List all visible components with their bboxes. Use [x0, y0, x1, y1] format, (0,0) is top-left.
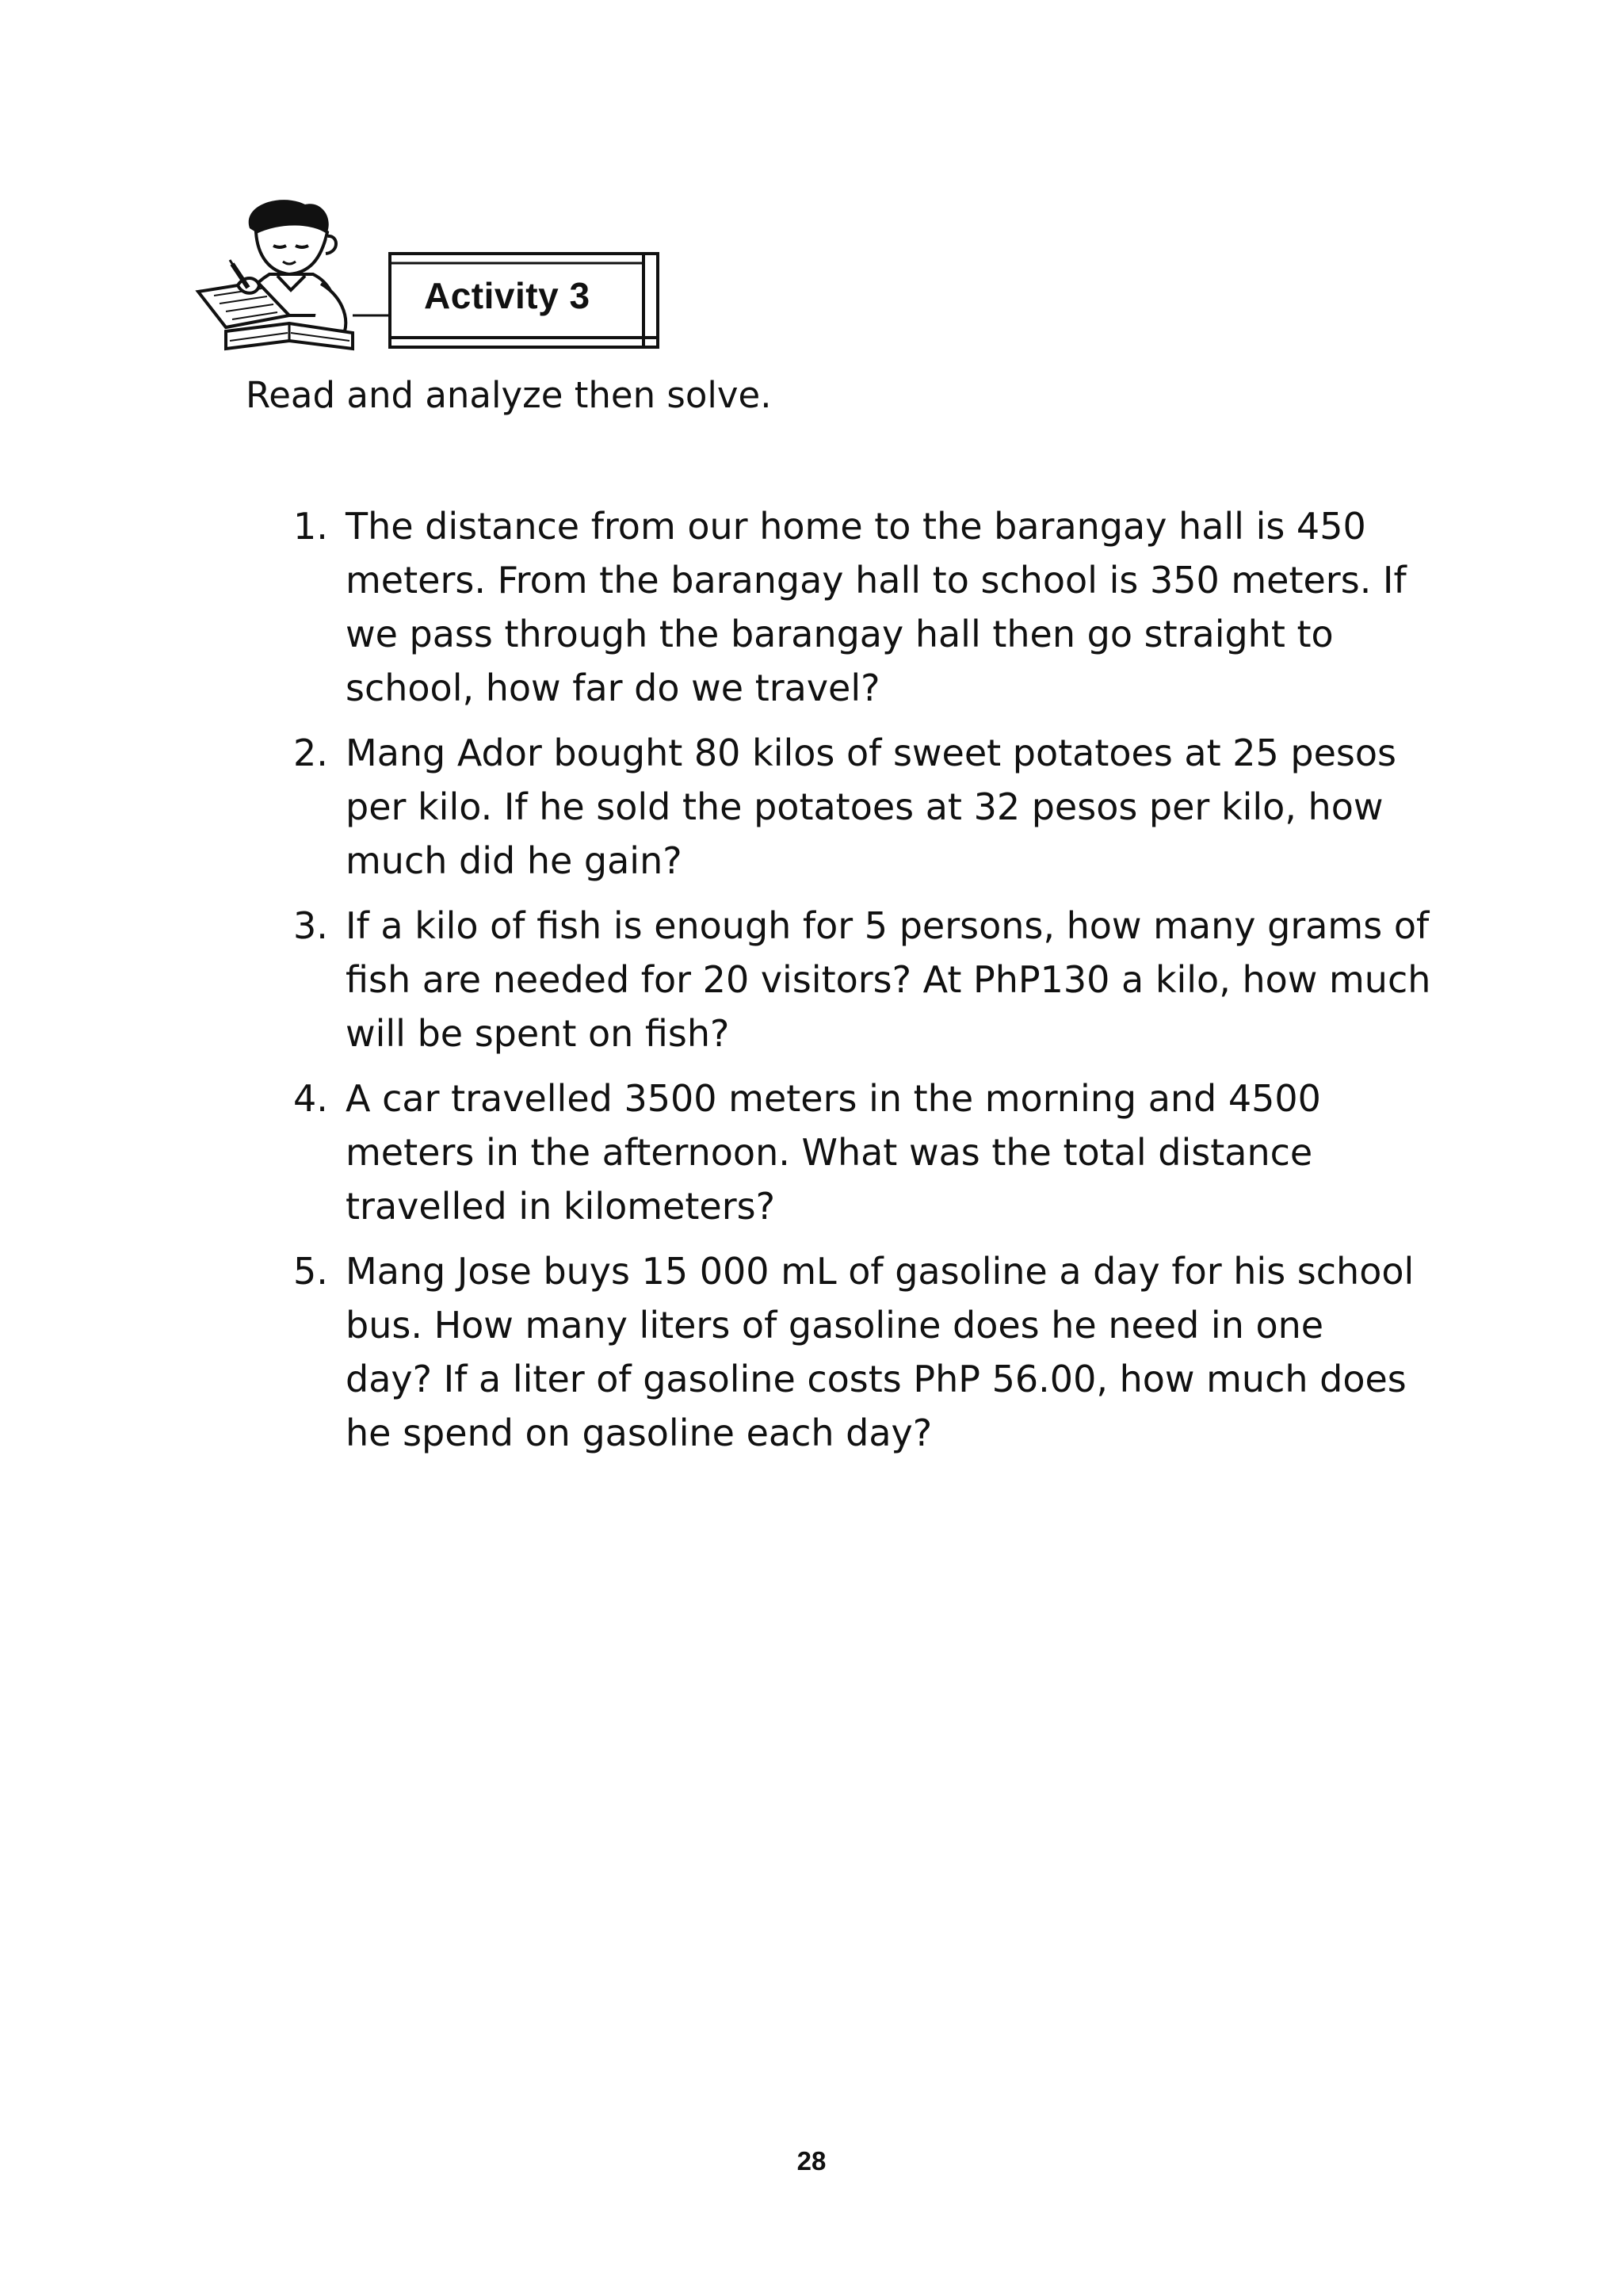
- problem-item-4: [293, 1072, 1434, 1233]
- problem-text-line: A car travelled 3500 meters in the morning and 4500: [346, 1077, 1321, 1120]
- instruction-text: Read and analyze then solve.: [246, 374, 772, 416]
- problem-list: [293, 499, 1434, 1471]
- problem-item-2: [293, 726, 1434, 888]
- problem-text-line: meters. From the barangay hall to school is 350 meters. If: [346, 559, 1407, 602]
- problem-text-line: meters in the afternoon. What was the total distance: [346, 1131, 1313, 1174]
- problem-text-line: will be spent on fish?: [346, 1012, 730, 1055]
- boy-writing-icon: [194, 197, 392, 363]
- problem-item-3: [293, 899, 1434, 1060]
- problem-number: 4.: [293, 1077, 328, 1120]
- activity-title: Activity 3: [424, 275, 590, 316]
- problem-text-line: Mang Ador bought 80 kilos of sweet potatoes at 25 pesos: [346, 732, 1397, 774]
- problem-item-1: [293, 499, 1434, 715]
- problem-number: 3.: [293, 904, 328, 947]
- problem-text-line: travelled in kilometers?: [346, 1185, 775, 1228]
- problem-text-line: per kilo. If he sold the potatoes at 32 pesos per kilo, how: [346, 785, 1384, 828]
- problem-text-line: fish are needed for 20 visitors? At PhP130 a kilo, how much: [346, 958, 1431, 1001]
- activity-title-box: [388, 252, 662, 349]
- page-number: 28: [796, 2146, 827, 2176]
- problem-text-line: bus. How many liters of gasoline does he need in one: [346, 1304, 1324, 1347]
- problem-number: 2.: [293, 732, 328, 774]
- problem-text-line: school, how far do we travel?: [346, 667, 880, 709]
- problem-text-line: The distance from our home to the barangay hall is 450: [346, 505, 1366, 548]
- activity-header: [194, 197, 670, 363]
- problem-text-line: he spend on gasoline each day?: [346, 1412, 933, 1454]
- problem-text-line: Mang Jose buys 15 000 mL of gasoline a day for his school: [346, 1250, 1415, 1293]
- problem-number: 5.: [293, 1250, 328, 1293]
- problem-item-5: [293, 1244, 1434, 1460]
- problem-text-line: much did he gain?: [346, 839, 682, 882]
- problem-number: 1.: [293, 505, 328, 548]
- problem-text-line: If a kilo of fish is enough for 5 persons, how many grams of: [346, 904, 1430, 947]
- problem-text-line: day? If a liter of gasoline costs PhP 56.00, how much does: [346, 1358, 1407, 1400]
- problem-text-line: we pass through the barangay hall then go straight to: [346, 613, 1334, 655]
